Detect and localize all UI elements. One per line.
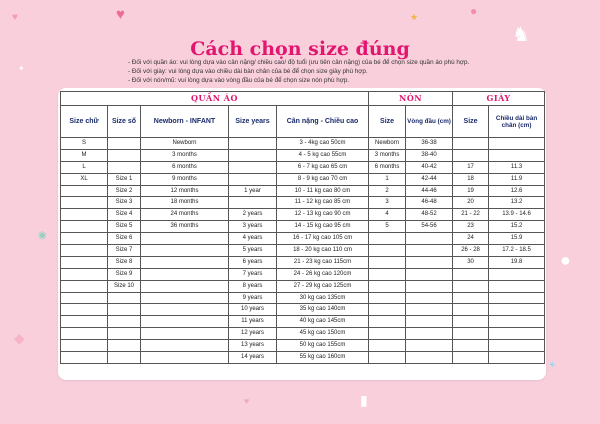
cell-hat-size [369, 245, 406, 257]
cell-years: 11 years [229, 316, 277, 328]
cell-head [406, 316, 453, 328]
cell-hat-size [369, 316, 406, 328]
col-size-number: Size số [108, 106, 141, 138]
cell-shoe-size [453, 316, 489, 328]
heart-icon: ♥ [12, 12, 18, 23]
cell-head: 48-52 [406, 209, 453, 221]
cell-size-letter [61, 316, 108, 328]
cell-foot [489, 292, 545, 304]
instructions [128, 58, 548, 85]
cell-infant: Newborn [141, 138, 229, 150]
size-chart-card [58, 88, 546, 380]
table-row [61, 221, 545, 233]
cell-head [406, 352, 453, 364]
cell-foot [489, 316, 545, 328]
cell-shoe-size [453, 352, 489, 364]
cell-weight-height: 16 - 17 kg cao 105 cm [277, 233, 369, 245]
cell-years: 7 years [229, 268, 277, 280]
cell-head: 46-48 [406, 197, 453, 209]
star-icon: ✦ [548, 360, 557, 371]
table-row [61, 292, 545, 304]
cell-hat-size [369, 268, 406, 280]
cell-foot: 19.8 [489, 256, 545, 268]
cell-foot [489, 352, 545, 364]
table-row [61, 256, 545, 268]
cell-size-number [108, 138, 141, 150]
table-row [61, 149, 545, 161]
cell-shoe-size: 17 [453, 161, 489, 173]
cell-hat-size: 5 [369, 221, 406, 233]
cell-size-letter [61, 352, 108, 364]
cell-hat-size: Newborn [369, 138, 406, 150]
group-hat-header: NÓN [369, 92, 453, 106]
cell-size-letter: L [61, 161, 108, 173]
cell-size-number [108, 316, 141, 328]
cell-foot: 15.9 [489, 233, 545, 245]
heart-icon: ♥ [116, 6, 125, 23]
cell-infant [141, 316, 229, 328]
cell-weight-height: 50 kg cao 155cm [277, 340, 369, 352]
cell-infant [141, 292, 229, 304]
cell-size-letter: S [61, 138, 108, 150]
cell-size-number [108, 292, 141, 304]
cell-hat-size [369, 280, 406, 292]
cell-weight-height: 10 - 11 kg cao 80 cm [277, 185, 369, 197]
page-title: Cách chọn size đúng [190, 38, 410, 60]
size-chart-table [60, 91, 545, 364]
cell-weight-height: 40 kg cao 145cm [277, 316, 369, 328]
col-head-circumference: Vòng đầu (cm) [406, 106, 453, 138]
cell-shoe-size [453, 304, 489, 316]
cell-weight-height: 12 - 13 kg cao 90 cm [277, 209, 369, 221]
note-hats: - Đối với nón/mũ: vui lòng dựa vào vòng đầu của bé để chọn size nón phù hợp. [128, 77, 350, 84]
cell-years: 13 years [229, 340, 277, 352]
cell-size-number [108, 340, 141, 352]
table-row [61, 328, 545, 340]
cell-shoe-size [453, 280, 489, 292]
cell-weight-height: 24 - 26 kg cao 120cm [277, 268, 369, 280]
cell-hat-size [369, 292, 406, 304]
cell-head: 40-42 [406, 161, 453, 173]
cell-head: 54-56 [406, 221, 453, 233]
star-icon: ★ [410, 12, 419, 22]
table-row [61, 209, 545, 221]
cell-years: 1 year [229, 185, 277, 197]
table-row [61, 304, 545, 316]
cell-size-number: Size 10 [108, 280, 141, 292]
cell-years: 2 years [229, 209, 277, 221]
cell-head [406, 340, 453, 352]
cell-head [406, 268, 453, 280]
cell-size-letter [61, 340, 108, 352]
cell-size-letter [61, 256, 108, 268]
cell-weight-height: 14 - 15 kg cao 95 cm [277, 221, 369, 233]
cell-head: 38-40 [406, 149, 453, 161]
cell-size-number: Size 1 [108, 173, 141, 185]
cell-head [406, 233, 453, 245]
cell-foot: 13.9 - 14.6 [489, 209, 545, 221]
cell-weight-height: 21 - 23 kg cao 115cm [277, 256, 369, 268]
table-row [61, 138, 545, 150]
cell-infant: 3 months [141, 149, 229, 161]
cell-years [229, 173, 277, 185]
cell-shoe-size [453, 268, 489, 280]
cell-size-letter [61, 233, 108, 245]
bird-icon: ◆ [14, 330, 25, 346]
cell-infant [141, 340, 229, 352]
cell-hat-size [369, 256, 406, 268]
cell-hat-size [369, 233, 406, 245]
table-row [61, 161, 545, 173]
cell-size-number: Size 6 [108, 233, 141, 245]
cell-infant: 36 months [141, 221, 229, 233]
col-size-letter: Size chữ [61, 106, 108, 138]
cell-infant: 6 months [141, 161, 229, 173]
cell-size-number [108, 352, 141, 364]
cell-hat-size: 6 months [369, 161, 406, 173]
cell-head [406, 280, 453, 292]
cell-size-number: Size 3 [108, 197, 141, 209]
cell-size-letter: M [61, 149, 108, 161]
cell-hat-size [369, 352, 406, 364]
cell-hat-size: 3 months [369, 149, 406, 161]
cell-foot: 17.2 - 18.5 [489, 245, 545, 257]
cell-size-number: Size 8 [108, 256, 141, 268]
cell-shoe-size [453, 138, 489, 150]
cell-weight-height: 6 - 7 kg cao 65 cm [277, 161, 369, 173]
cell-size-number [108, 149, 141, 161]
cell-shoe-size [453, 149, 489, 161]
group-shoes-header: GIÀY [453, 92, 545, 106]
table-row [61, 185, 545, 197]
cell-shoe-size [453, 328, 489, 340]
col-foot-length: Chiều dài bàn chân (cm) [489, 106, 545, 138]
table-row [61, 280, 545, 292]
heart-icon: ♥ [244, 396, 250, 406]
table-row [61, 245, 545, 257]
cell-weight-height: 30 kg cao 135cm [277, 292, 369, 304]
cell-shoe-size: 26 - 28 [453, 245, 489, 257]
cell-hat-size: 4 [369, 209, 406, 221]
cell-years [229, 197, 277, 209]
cell-years: 4 years [229, 233, 277, 245]
cell-size-letter [61, 245, 108, 257]
star-icon: ✦ [18, 64, 25, 73]
cell-years: 9 years [229, 292, 277, 304]
cell-head: 42-44 [406, 173, 453, 185]
col-shoe-size: Size [453, 106, 489, 138]
pacifier-icon: ◉ [38, 230, 47, 241]
balloon-icon: ● [470, 4, 478, 18]
cell-foot [489, 280, 545, 292]
teddy-bear-icon: ● [560, 250, 571, 270]
cell-infant [141, 233, 229, 245]
cell-head: 36-38 [406, 138, 453, 150]
cell-size-letter [61, 197, 108, 209]
cell-weight-height: 55 kg cao 160cm [277, 352, 369, 364]
cell-foot: 11.9 [489, 173, 545, 185]
table-row [61, 352, 545, 364]
cell-foot: 11.3 [489, 161, 545, 173]
cell-shoe-size: 24 [453, 233, 489, 245]
col-newborn-infant: Newborn - INFANT [141, 106, 229, 138]
cell-weight-height: 3 - 4kg cao 50cm [277, 138, 369, 150]
cell-years: 3 years [229, 221, 277, 233]
note-clothes: - Đối với quần áo: vui lòng dựa vào cân nặng/ chiều cao/ độ tuổi (ưu tiên cân nặng) của bé để chọn size quần áo phù hợp. [128, 59, 470, 66]
cell-infant [141, 328, 229, 340]
cell-hat-size [369, 304, 406, 316]
cell-size-number [108, 304, 141, 316]
cell-infant [141, 352, 229, 364]
cell-size-number: Size 7 [108, 245, 141, 257]
cell-hat-size: 3 [369, 197, 406, 209]
cell-weight-height: 18 - 20 kg cao 110 cm [277, 245, 369, 257]
cell-hat-size [369, 340, 406, 352]
cell-foot [489, 340, 545, 352]
table-row [61, 316, 545, 328]
cell-head [406, 328, 453, 340]
cell-shoe-size [453, 292, 489, 304]
cell-size-letter [61, 221, 108, 233]
cell-weight-height: 35 kg cao 140cm [277, 304, 369, 316]
cell-size-letter: XL [61, 173, 108, 185]
cell-size-letter [61, 268, 108, 280]
cell-infant [141, 268, 229, 280]
table-row [61, 197, 545, 209]
cell-size-letter [61, 280, 108, 292]
cell-size-letter [61, 304, 108, 316]
cell-years: 6 years [229, 256, 277, 268]
rocking-horse-icon: ♞ [512, 24, 530, 46]
col-weight-height: Cân nặng - Chiều cao [277, 106, 369, 138]
cell-years [229, 138, 277, 150]
cell-size-number: Size 4 [108, 209, 141, 221]
cell-weight-height: 45 kg cao 150cm [277, 328, 369, 340]
cell-head [406, 304, 453, 316]
cell-years: 12 years [229, 328, 277, 340]
cell-shoe-size: 23 [453, 221, 489, 233]
cell-size-number [108, 161, 141, 173]
table-row [61, 268, 545, 280]
cell-foot [489, 138, 545, 150]
cell-foot [489, 304, 545, 316]
cell-shoe-size [453, 340, 489, 352]
cell-years [229, 149, 277, 161]
cell-size-letter [61, 185, 108, 197]
cell-head [406, 256, 453, 268]
cell-foot [489, 328, 545, 340]
cell-size-number [108, 328, 141, 340]
baby-bottle-icon: ▮ [360, 392, 368, 408]
cell-hat-size [369, 328, 406, 340]
group-clothes-header: QUẦN ÁO [61, 92, 369, 106]
cell-infant: 12 months [141, 185, 229, 197]
cell-years: 8 years [229, 280, 277, 292]
cell-shoe-size: 30 [453, 256, 489, 268]
cell-foot: 13.2 [489, 197, 545, 209]
cell-head: 44-46 [406, 185, 453, 197]
cell-infant [141, 304, 229, 316]
cell-size-number: Size 5 [108, 221, 141, 233]
cell-years: 5 years [229, 245, 277, 257]
cell-shoe-size: 21 - 22 [453, 209, 489, 221]
cell-size-number: Size 9 [108, 268, 141, 280]
col-hat-size: Size [369, 106, 406, 138]
cell-foot [489, 268, 545, 280]
table-row [61, 340, 545, 352]
cell-shoe-size: 18 [453, 173, 489, 185]
cell-size-letter [61, 292, 108, 304]
cell-years: 10 years [229, 304, 277, 316]
cell-size-letter [61, 209, 108, 221]
cell-infant [141, 256, 229, 268]
cell-infant [141, 245, 229, 257]
cell-years: 14 years [229, 352, 277, 364]
cell-hat-size: 2 [369, 185, 406, 197]
cell-foot: 15.2 [489, 221, 545, 233]
cell-foot [489, 149, 545, 161]
cell-size-number: Size 2 [108, 185, 141, 197]
cell-infant: 18 months [141, 197, 229, 209]
cell-weight-height: 11 - 12 kg cao 85 cm [277, 197, 369, 209]
note-shoes: - Đối với giày: vui lòng dựa vào chiều dài bàn chân của bé để chọn size giày phù hợp. [128, 68, 368, 75]
cell-weight-height: 27 - 29 kg cao 125cm [277, 280, 369, 292]
cell-weight-height: 8 - 9 kg cao 70 cm [277, 173, 369, 185]
cell-head [406, 292, 453, 304]
cell-infant: 9 months [141, 173, 229, 185]
cell-years [229, 161, 277, 173]
table-row [61, 233, 545, 245]
cell-head [406, 245, 453, 257]
cell-size-letter [61, 328, 108, 340]
cell-infant [141, 280, 229, 292]
table-row [61, 173, 545, 185]
cell-shoe-size: 20 [453, 197, 489, 209]
cell-shoe-size: 19 [453, 185, 489, 197]
cell-infant: 24 months [141, 209, 229, 221]
col-size-years: Size years [229, 106, 277, 138]
cell-foot: 12.6 [489, 185, 545, 197]
cell-weight-height: 4 - 5 kg cao 55cm [277, 149, 369, 161]
cell-hat-size: 1 [369, 173, 406, 185]
